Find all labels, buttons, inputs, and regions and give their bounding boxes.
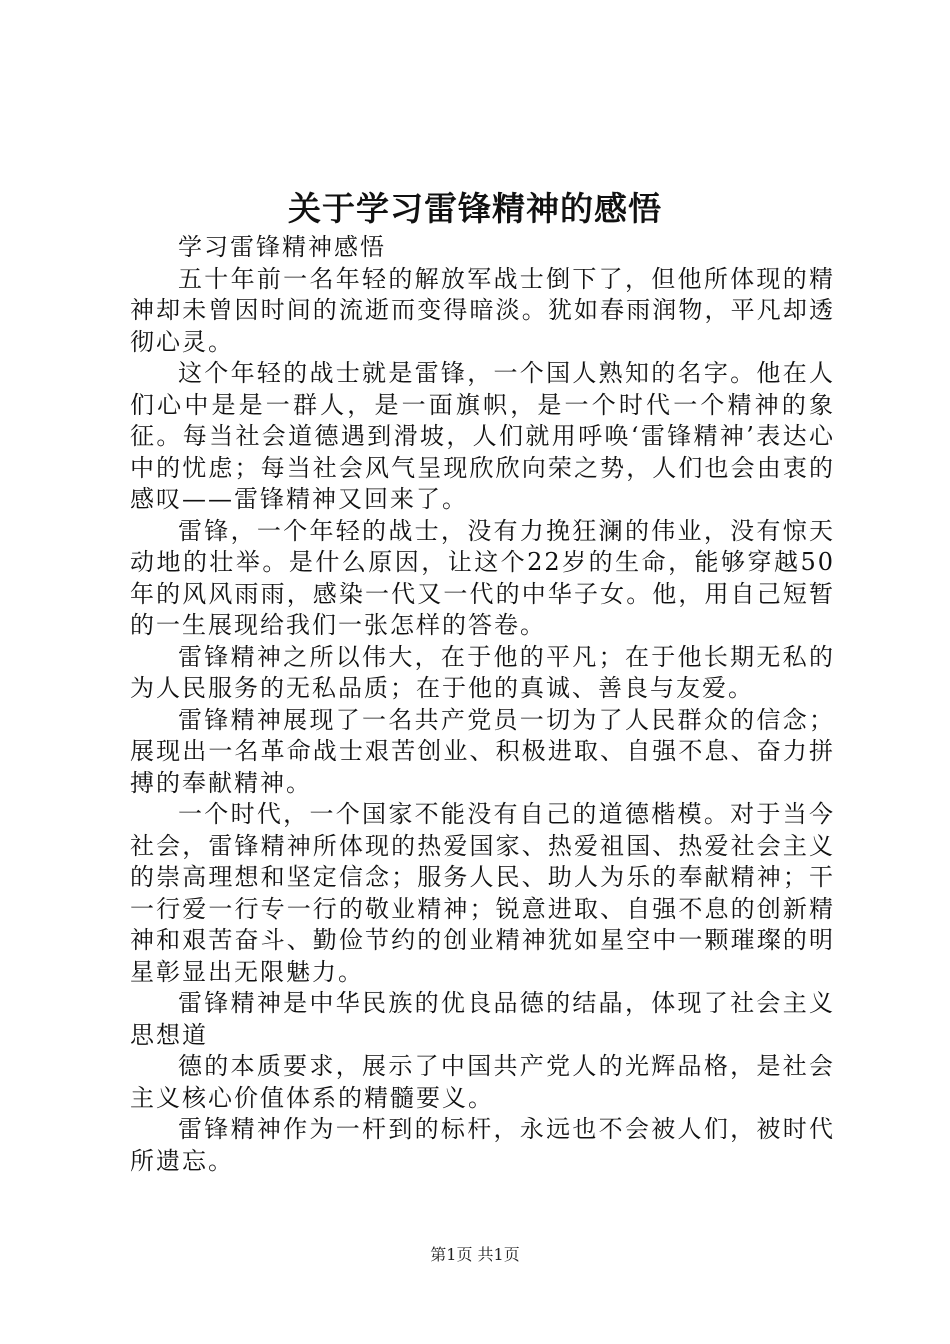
paragraph: 德的本质要求，展示了中国共产党人的光辉品格，是社会主义核心价值体系的精髓要义。	[130, 1052, 835, 1112]
document-body	[130, 232, 835, 1177]
paragraph: 一个时代，一个国家不能没有自己的道德楷模。对于当今社会，雷锋精神所体现的热爱国家、热爱祖国、热爱社会主义的崇高理想和坚定信念；服务人民、助人为乐的奉献精神；干一行爱一行专一行的敬业精神；锐意进取、自强不息的创新精神和艰苦奋斗、勤俭节约的创业精神犹如星空中一颗璀璨的明星彰显出无限魅力。	[130, 800, 835, 986]
page-title: 关于学习雷锋精神的感悟	[288, 189, 662, 228]
paragraph: 雷锋精神是中华民族的优良品德的结晶，体现了社会主义思想道	[130, 989, 835, 1049]
paragraph: 雷锋精神之所以伟大，在于他的平凡；在于他长期无私的为人民服务的无私品质；在于他的真诚、善良与友爱。	[130, 642, 835, 702]
page-number-footer: 第1页 共1页	[430, 1245, 520, 1264]
paragraph-subtitle: 学习雷锋精神感悟	[178, 233, 386, 261]
paragraph: 雷锋，一个年轻的战士，没有力挽狂澜的伟业，没有惊天动地的壮举。是什么原因，让这个22岁的生命，能够穿越50年的风风雨雨，感染一代又一代的中华子女。他，用自己短暂的一生展现给我们一张怎样的答卷。	[130, 516, 835, 639]
paragraph: 这个年轻的战士就是雷锋，一个国人熟知的名字。他在人们心中是是一群人，是一面旗帜，是一个时代一个精神的象征。每当社会道德遇到滑坡，人们就用呼唤‘雷锋精神’表达心中的忧虑；每当社会风气呈现欣欣向荣之势，人们也会由衷的感叹——雷锋精神又回来了。	[130, 359, 835, 513]
paragraph: 雷锋精神作为一杆到的标杆，永远也不会被人们，被时代所遗忘。	[130, 1115, 835, 1175]
paragraph: 五十年前一名年轻的解放军战士倒下了，但他所体现的精神却未曾因时间的流逝而变得暗淡。犹如春雨润物，平凡却透彻心灵。	[130, 264, 835, 356]
paragraph: 雷锋精神展现了一名共产党员一切为了人民群众的信念；展现出一名革命战士艰苦创业、积极进取、自强不息、奋力拼搏的奉献精神。	[130, 705, 835, 797]
